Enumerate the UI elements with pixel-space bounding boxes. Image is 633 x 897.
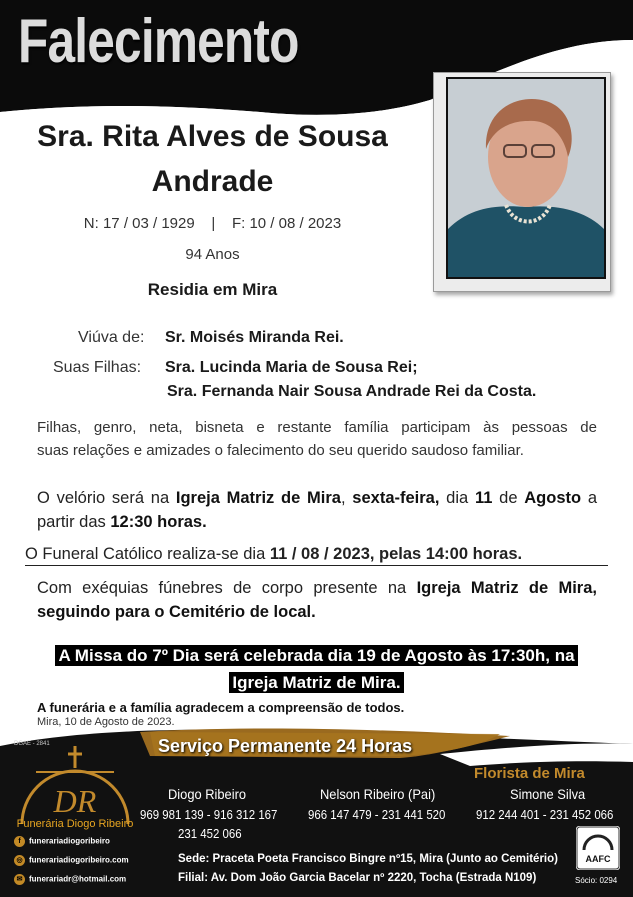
age: 94 Anos	[185, 246, 240, 263]
funeral-home-name: Funerária Diogo Ribeiro	[16, 818, 134, 830]
announcement-text: Filhas, genro, neta, bisneta e restante família participam às pessoas de suas relações e amizades o falecimento do seu querido saudoso familiar.	[37, 419, 597, 459]
portrait-frame	[433, 72, 611, 292]
florist-name: Florista de Mira	[474, 765, 585, 782]
deceased-name-continued: Andrade	[151, 165, 274, 198]
instagram-link[interactable]: ◎ funerariadiogoribeiro.com	[14, 855, 129, 866]
contact-phone: 912 244 401 - 231 452 066	[476, 807, 614, 822]
widow-name: Sr. Moisés Miranda Rei.	[165, 329, 344, 346]
svg-text:DR: DR	[53, 783, 97, 819]
facebook-link[interactable]: f funerariadiogoribeiro	[14, 836, 110, 847]
member-number: Sócio: 0294	[575, 876, 618, 885]
wake-text: O velório será na Igreja Matriz de Mira, sexta-feira, dia 11 de Agosto a partir das 12:30 horas.	[37, 489, 597, 531]
address-headquarters: Sede: Praceta Poeta Francisco Bingre nº15, Mira (Junto ao Cemitério)	[178, 853, 558, 865]
exequies-text: Com exéquias fúnebres de corpo presente na Igreja Matriz de Mira, seguindo para o Cemitério de local.	[37, 579, 597, 621]
email-link[interactable]: ✉ funerariadr@hotmail.com	[14, 874, 126, 885]
email-icon: ✉	[14, 874, 25, 885]
residence: Residia em Mira	[147, 280, 278, 299]
page-title: Falecimento	[18, 7, 299, 76]
place-date: Mira, 10 de Agosto de 2023.	[37, 716, 175, 728]
service-banner: Serviço Permanente 24 Horas	[158, 736, 413, 756]
contact-phone: 231 452 066	[178, 826, 242, 841]
thanks-text: A funerária e a família agradecem a compreensão de todos.	[37, 700, 405, 715]
daughters-label: Suas Filhas:	[53, 359, 142, 376]
facebook-icon: f	[14, 836, 25, 847]
contact-phone: 966 147 479 - 231 441 520	[308, 807, 446, 822]
association-seal-icon	[576, 826, 620, 870]
contact-name: Nelson Ribeiro (Pai)	[320, 786, 436, 802]
address-branch: Filial: Av. Dom João Garcia Bacelar nº 2220, Tocha (Estrada N109)	[178, 872, 537, 884]
deceased-name: Sra. Rita Alves de Sousa	[37, 120, 388, 153]
contact-phone: 969 981 139 - 916 312 167	[140, 807, 278, 822]
contact-name: Diogo Ribeiro	[168, 786, 247, 802]
svg-text:AAFC: AAFC	[585, 854, 611, 864]
funeral-text: O Funeral Católico realiza-se dia 11 / 08 / 2023, pelas 14:00 horas.	[25, 544, 608, 566]
daughter-2: Sra. Fernanda Nair Sousa Andrade Rei da Costa.	[167, 383, 537, 400]
instagram-icon: ◎	[14, 855, 25, 866]
mass-announcement: A Missa do 7º Dia será celebrada dia 19 de Agosto às 17:30h, na Igreja Matriz de Mira.	[0, 643, 633, 697]
portrait-photo	[446, 77, 606, 279]
contact-name: Simone Silva	[510, 786, 586, 802]
birth-death-dates: N: 17 / 03 / 1929 | F: 10 / 08 / 2023	[83, 215, 342, 232]
widow-label: Viúva de:	[78, 329, 145, 346]
daughter-1: Sra. Lucinda Maria de Sousa Rei;	[165, 359, 418, 376]
dgae-number: DGAE - 2841	[14, 741, 50, 747]
